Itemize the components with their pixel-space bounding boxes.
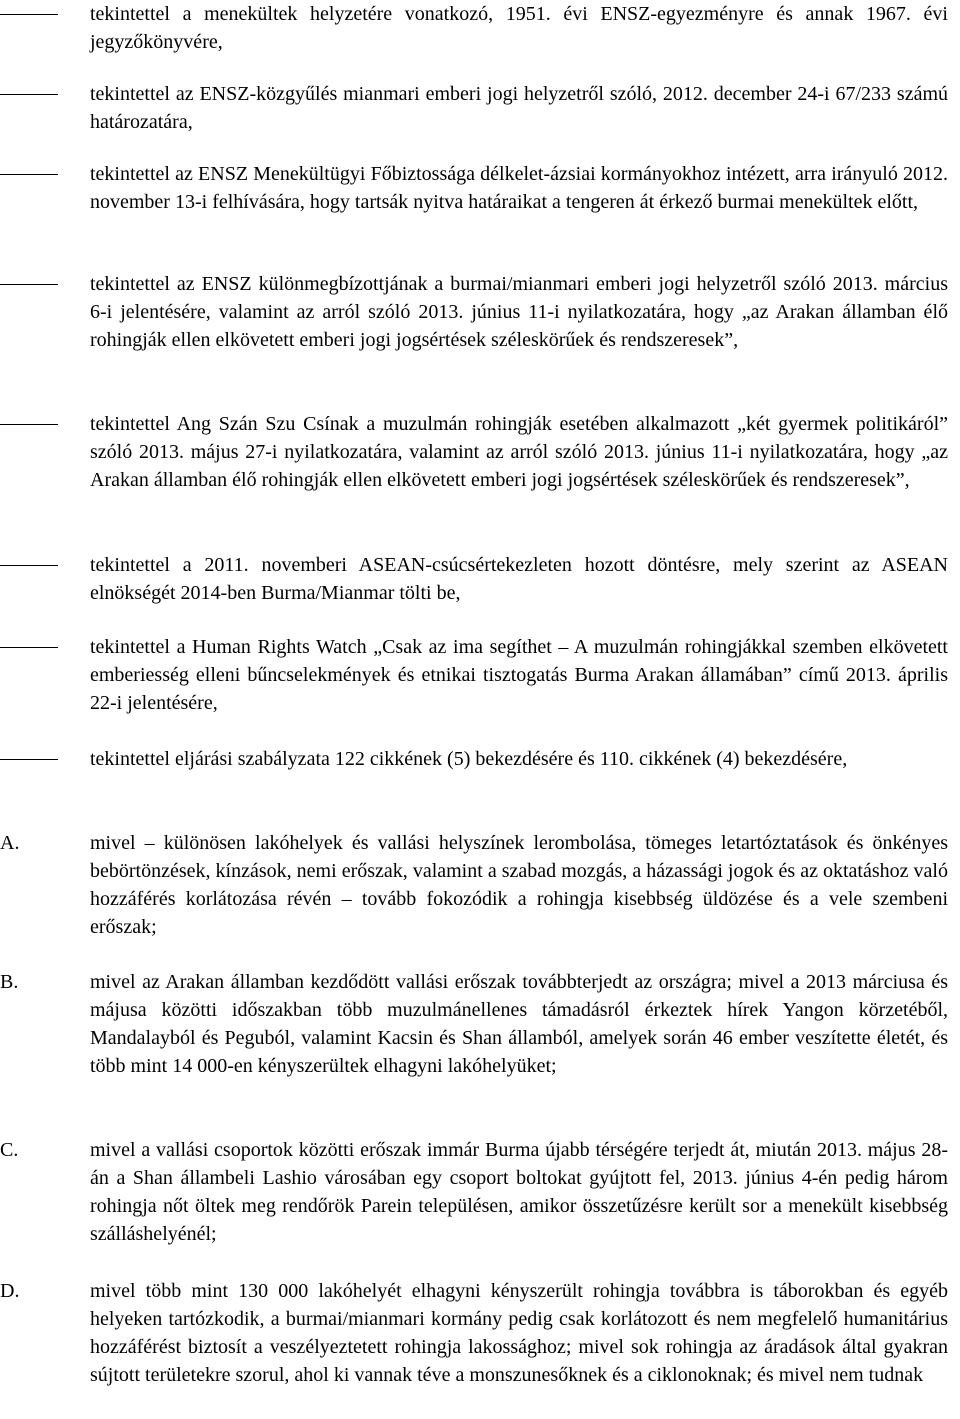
consideration-text: mivel – különösen lakóhelyek és vallási helyszínek lerombolása, tömeges letartóztatások és önkényes bebörtönzések, kínzások, nemi erőszak, valamint a szabad mozgás, a házassági jogok és az oktatáshoz való hozzáférés korlátozása révén – tovább fokozódik a rohingja kisebbség üldözése és a vele szembeni erőszak; xyxy=(90,832,948,938)
consideration-letter: A. xyxy=(0,832,20,854)
consideration-a xyxy=(0,829,948,941)
dash-marker xyxy=(0,565,58,566)
recital-6 xyxy=(0,551,948,607)
dash-marker xyxy=(0,647,58,648)
consideration-text: mivel a vallási csoportok közötti erőszak immár Burma újabb térségére terjedt át, miután 2013. május 28-án a Shan állambeli Lashio városában egy csoport boltokat gyújtott fel, 2013. június 4-én pedig három rohingja nőt öltek meg rendőrök Parein településen, amikor összetűzésre került sor a menekült kisebbség szálláshelyénél; xyxy=(90,1139,948,1245)
consideration-d xyxy=(0,1277,948,1389)
dash-marker xyxy=(0,759,58,760)
recital-text: tekintettel a Human Rights Watch „Csak az ima segíthet – A muzulmán rohingjákkal szemben elkövetett emberiesség elleni bűncselekmények és etnikai tisztogatás Burma Arakan államában” című 2013. április 22-i jelentésére, xyxy=(90,636,948,714)
recital-8 xyxy=(0,745,948,773)
recital-text: tekintettel eljárási szabályzata 122 cikkének (5) bekezdésére és 110. cikkének (4) bekezdésére, xyxy=(90,748,848,770)
recital-1 xyxy=(0,0,948,56)
consideration-c xyxy=(0,1136,948,1248)
consideration-letter: C. xyxy=(0,1139,19,1161)
consideration-text: mivel több mint 130 000 lakóhelyét elhagyni kényszerült rohingja továbbra is táborokban és egyéb helyeken tartózkodik, a burmai/mianmari kormány pedig csak korlátozott és nem megfelelő humanitárius hozzáférést biztosít a veszélyeztetett rohingja lakossághoz; mivel sok rohingja az áradások által gyakran sújtott területekre szorul, ahol ki vannak téve a monszunesőknek és a ciklonoknak; és mivel nem tudnak xyxy=(90,1280,948,1386)
consideration-letter: D. xyxy=(0,1280,20,1302)
recital-text: tekintettel a menekültek helyzetére vonatkozó, 1951. évi ENSZ-egyezményre és annak 1967. évi jegyzőkönyvére, xyxy=(90,3,948,53)
dash-marker xyxy=(0,14,58,15)
recital-text: tekintettel Ang Szán Szu Csínak a muzulmán rohingják esetében alkalmazott „két gyermek politikáról” szóló 2013. május 27-i nyilatkozatára, valamint az arról szóló 2013. június 11-i nyilatkozatára, hogy „az Arakan államban élő rohingják ellen elkövetett emberi jogi jogsértések széleskörűek és rendszeresek”, xyxy=(90,413,948,491)
recital-text: tekintettel az ENSZ-közgyűlés mianmari emberi jogi helyzetről szóló, 2012. december 24-i 67/233 számú határozatára, xyxy=(90,83,948,133)
recital-5 xyxy=(0,410,948,494)
recital-2 xyxy=(0,80,948,136)
consideration-letter: B. xyxy=(0,971,19,993)
dash-marker xyxy=(0,284,58,285)
consideration-text: mivel az Arakan államban kezdődött vallási erőszak továbbterjedt az országra; mivel a 2013 márciusa és májusa közötti időszakban több muzulmánellenes támadásról érkeztek hírek Yangon körzetéből, Mandalayból és Peguból, valamint Kacsin és Shan államból, amelyek során 46 ember veszítette életét, és több mint 14 000-en kényszerültek elhagyni lakóhelyüket; xyxy=(90,971,948,1077)
dash-marker xyxy=(0,94,58,95)
recital-text: tekintettel a 2011. novemberi ASEAN-csúcsértekezleten hozott döntésre, mely szerint az ASEAN elnökségét 2014-ben Burma/Mianmar tölti be, xyxy=(90,554,948,604)
recital-text: tekintettel az ENSZ Menekültügyi Főbiztossága délkelet-ázsiai kormányokhoz intézett, arra irányuló 2012. november 13-i felhívására, hogy tartsák nyitva határaikat a tengeren át érkező burmai menekültek előtt, xyxy=(90,163,948,213)
recital-3 xyxy=(0,160,948,216)
recital-7 xyxy=(0,633,948,717)
recital-text: tekintettel az ENSZ különmegbízottjának a burmai/mianmari emberi jogi helyzetről szóló 2013. március 6-i jelentésére, valamint az arról szóló 2013. június 11-i nyilatkozatára, hogy „az Arakan államban élő rohingják ellen elkövetett emberi jogi jogsértések széleskörűek és rendszeresek”, xyxy=(90,273,948,351)
consideration-b xyxy=(0,968,948,1080)
dash-marker xyxy=(0,424,58,425)
recital-4 xyxy=(0,270,948,354)
dash-marker xyxy=(0,174,58,175)
